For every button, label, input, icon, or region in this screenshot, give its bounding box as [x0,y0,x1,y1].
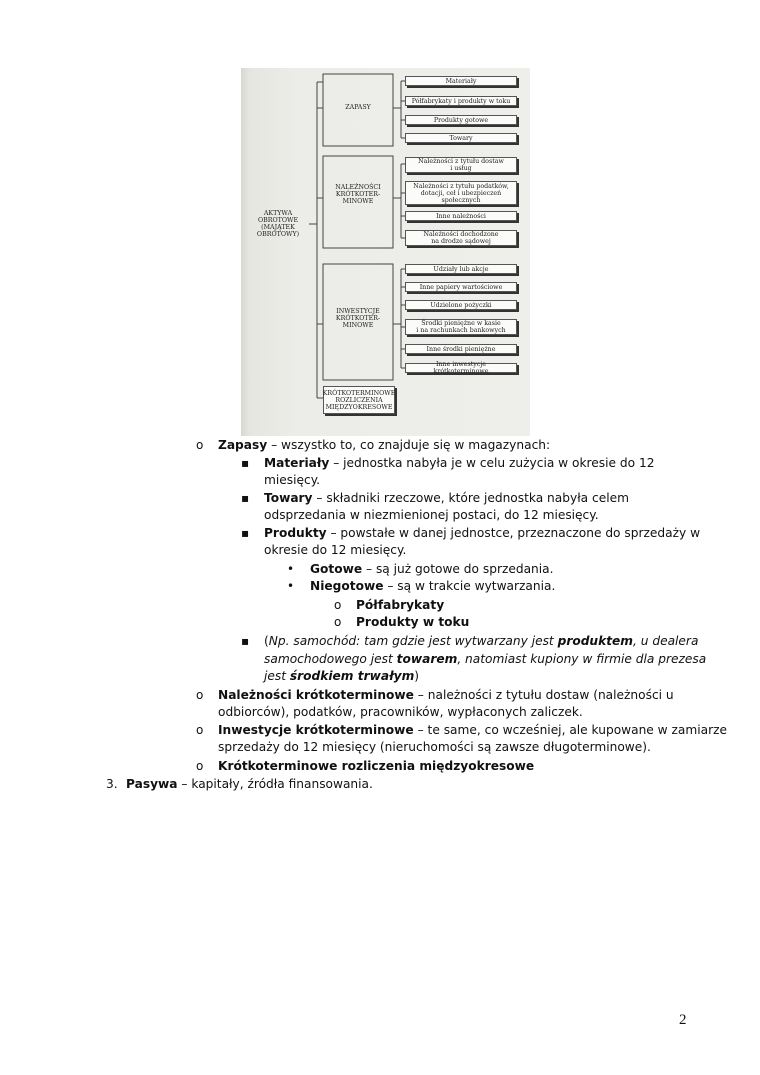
list-item-zapasy: Zapasy – wszystko to, co znajduje się w magazynach: [218,438,551,452]
example-note-line-2: samochodowego jest towarem, natomiast kupiony w firmie dla prezesa [264,652,707,666]
circle-bullet: o [196,688,204,702]
list-item-niegotowe: Niegotowe – są w trakcie wytwarzania. [310,579,556,593]
square-bullet: ▪ [241,526,250,540]
list-item-towary-cont: odsprzedania w niezmienionej postaci, do 12 miesięcy. [264,508,599,522]
page-number: 2 [679,1012,687,1028]
list-item-naleznosci-cont: odbiorców), podatków, pracowników, wypłaconych zaliczek. [218,705,583,719]
diagram-item-text: Udziały lub akcje [433,265,489,273]
diagram-item-text: dotacji, ceł i ubezpieczeń [420,189,502,197]
diagram-item [405,181,517,205]
diagram-item [405,264,517,274]
list-item-produkty-w-toku: Produkty w toku [356,615,470,629]
diagram-item [405,319,517,335]
list-item-inwestycje: Inwestycje krótkoterminowe – te same, co wcześniej, ale kupowane w zamiarze [218,723,728,737]
diagram-item-text: Półfabrykaty i produkty w toku [411,97,511,105]
diagram-item [405,363,517,373]
category-zapasy: ZAPASY [345,104,371,111]
diagram-item-text: Inne inwestycje krótkoterminowe [433,361,489,375]
circle-bullet: o [196,723,204,737]
diagram-item-text: Należności z tytułu dostaw [418,158,504,165]
category-rozliczenia: KRÓTKOTERMINOWE ROZLICZENIA MIĘDZYOKRESOWE [323,386,395,414]
diagram-item-text: Środki pieniężne w kasie [421,320,501,327]
square-bullet: ▪ [241,456,250,470]
example-note-line-3: jest środkiem trwałym) [264,669,420,683]
diagram-item [405,211,517,221]
list-item-polfabrykaty: Półfabrykaty [356,598,445,612]
diagram-item [405,76,517,86]
diagram-item-text: Inne środki pieniężne [426,345,496,353]
list-item-inwestycje-cont: sprzedaży do 12 miesięcy (nieruchomości są zawsze długoterminowe). [218,740,651,754]
list-item-pasywa: Pasywa – kapitały, źródła finansowania. [126,777,373,791]
list-item-materialy-cont: miesięcy. [264,473,321,487]
circle-bullet: o [196,759,204,773]
list-item-towary: Towary – składniki rzeczowe, które jednostka nabyła celem [264,491,629,505]
diagram-item-text: Produkty gotowe [433,116,489,124]
diagram-item [405,282,517,292]
diagram-item-text: Należności dochodzone [423,231,499,238]
square-bullet: ▪ [241,634,250,648]
list-item-materialy: Materiały – jednostka nabyła je w celu zużycia w okresie do 12 [264,456,655,470]
diagram-item [405,230,517,246]
category-naleznosci: NALEŻNOŚCI KRÓTKOTER- MINOWE [335,184,381,205]
dot-bullet: • [287,562,295,576]
diagram-item [405,133,517,143]
circle-bullet: o [334,598,342,612]
square-bullet: ▪ [241,491,250,505]
diagram-item [405,300,517,310]
scanned-diagram [241,68,530,436]
diagram-item-text: Towary [449,134,473,142]
diagram-item [405,96,517,106]
list-item-rozliczenia: Krótkoterminowe rozliczenia międzyokresowe [218,759,535,773]
diagram-item-text: Materiały [445,77,477,85]
list-item-naleznosci: Należności krótkoterminowe – należności z tytułu dostaw (należności u [218,688,674,702]
diagram-item-text: Udzielone pożyczki [430,301,492,309]
diagram-root-label: AKTYWA OBROTOWE (MAJĄTEK OBROTOWY) [256,210,300,238]
list-item-gotowe: Gotowe – są już gotowe do sprzedania. [310,562,554,576]
diagram-item [405,157,517,173]
diagram-item-text: i usług [450,165,472,172]
list-item-produkty-cont: okresie do 12 miesięcy. [264,543,407,557]
diagram-item-text: Należności z tytułu podatków, [413,182,509,190]
circle-bullet: o [196,438,204,452]
diagram-item [405,344,517,354]
diagram-item-text: społecznych [441,196,481,204]
diagram-item-text: na drodze sądowej [431,238,491,245]
dot-bullet: • [287,579,295,593]
list-number-3: 3. [106,777,118,791]
diagram-item-text: Inne papiery wartościowe [419,283,503,291]
diagram-item-text: Inne należności [436,212,486,220]
category-inwestycje: INWESTYCJE KRÓTKOTER- MINOWE [335,308,381,329]
list-item-produkty: Produkty – powstałe w danej jednostce, przeznaczone do sprzedaży w [264,526,701,540]
diagram-item [405,115,517,125]
diagram-item-text: i na rachunkach bankowych [416,327,506,334]
example-note-line-1: (Np. samochód: tam gdzie jest wytwarzany jest produktem, u dealera [264,634,699,648]
circle-bullet: o [334,615,342,629]
